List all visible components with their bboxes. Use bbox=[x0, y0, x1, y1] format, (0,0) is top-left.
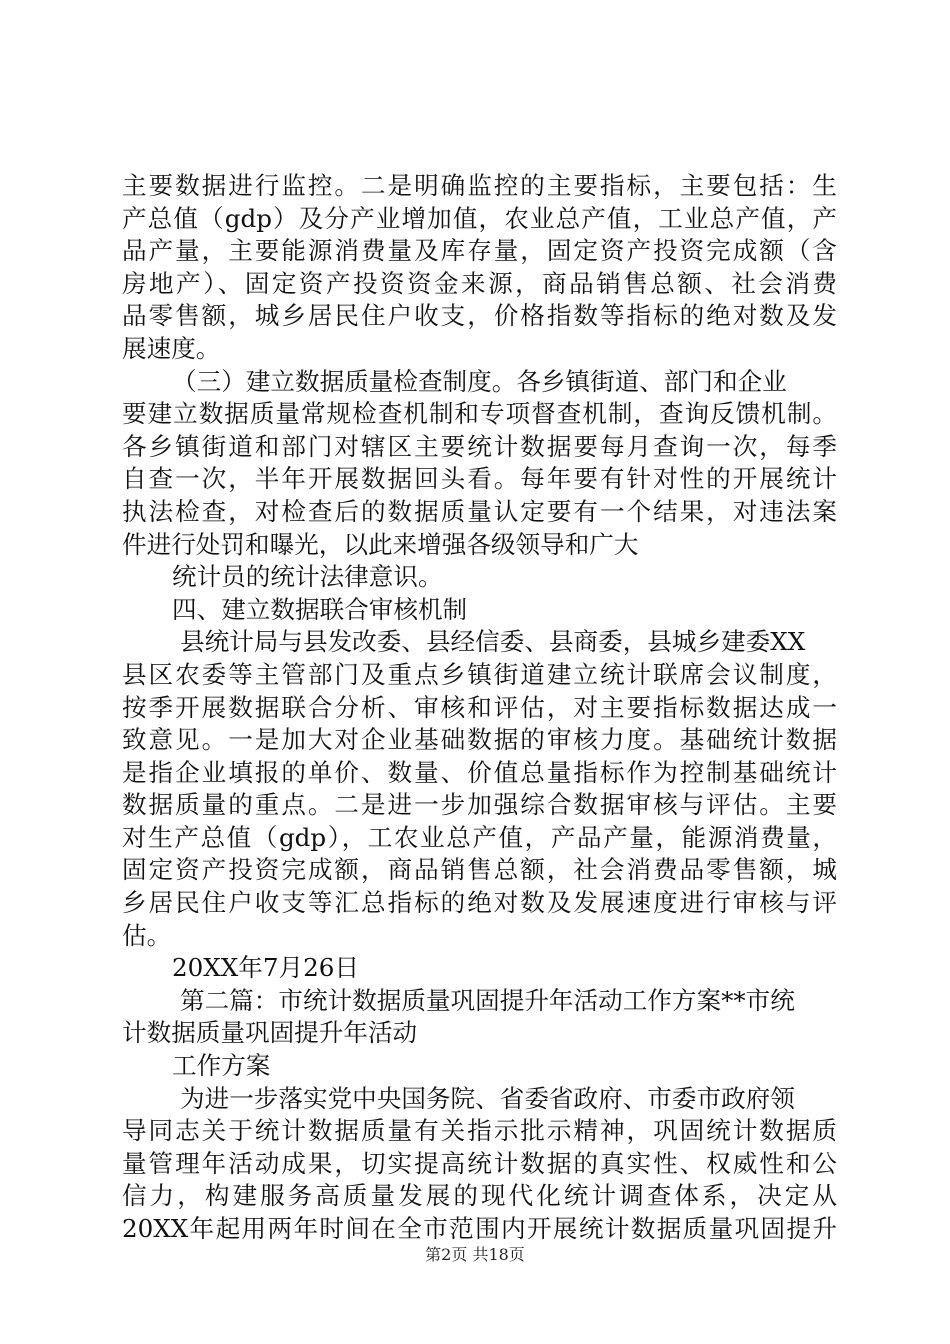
text-line: 产总值（gdp）及分产业增加值，农业总产值，工业总产值，产 bbox=[122, 203, 837, 233]
text-line: 品零售额，城乡居民住户收支，价格指数等指标的绝对数及发 bbox=[122, 301, 837, 331]
text-line: 是指企业填报的单价、数量、价值总量指标作为控制基础统计 bbox=[122, 757, 837, 787]
text-line: 要建立数据质量常规检查机制和专项督查机制，查询反馈机制。 bbox=[122, 399, 837, 429]
text-line: 自查一次，半年开展数据回头看。每年要有针对性的开展统计 bbox=[122, 464, 837, 494]
text-line: 执法检查，对检查后的数据质量认定要有一个结果，对违法案 bbox=[122, 496, 837, 526]
text-line: 数据质量的重点。二是进一步加强综合数据审核与评估。主要 bbox=[122, 790, 837, 820]
text-line: 主要数据进行监控。二是明确监控的主要指标，主要包括：生 bbox=[122, 171, 837, 200]
section-heading: 四、建立数据联合审核机制 bbox=[172, 594, 468, 624]
text-line: 致意见。一是加大对企业基础数据的审核力度。基础统计数据 bbox=[122, 725, 837, 755]
text-line: 房地产）、固定资产投资资金来源，商品销售总额、社会消费 bbox=[122, 268, 837, 298]
text-line: 对生产总值（gdp），工农业总产值，产品产量，能源消费量， bbox=[122, 822, 837, 852]
text-line: 乡居民住户收支等汇总指标的绝对数及发展速度进行审核与评 bbox=[122, 888, 837, 918]
text-line: 统计员的统计法律意识。 bbox=[172, 562, 443, 592]
document-body bbox=[122, 170, 837, 1246]
text-line: 按季开展数据联合分析、审核和评估，对主要指标数据达成一 bbox=[122, 692, 837, 722]
text-line: 县区农委等主管部门及重点乡镇街道建立统计联席会议制度， bbox=[122, 659, 837, 689]
text-line: 件进行处罚和曝光，以此来增强各级领导和广大 bbox=[122, 529, 639, 559]
article-subtitle: 工作方案 bbox=[172, 1051, 271, 1081]
document-date: 20XX年7月26日 bbox=[172, 953, 360, 983]
article-title: 计数据质量巩固提升年活动 bbox=[122, 1018, 418, 1048]
text-line: 估。 bbox=[122, 920, 172, 950]
text-line: 各乡镇街道和部门对辖区主要统计数据要每月查询一次，每季 bbox=[122, 431, 837, 461]
text-line: 20XX年起用两年时间在全市范围内开展统计数据质量巩固提升 bbox=[122, 1214, 837, 1243]
text-line: 导同志关于统计数据质量有关指示批示精神，巩固统计数据质 bbox=[122, 1116, 837, 1146]
text-line: 品产量，主要能源消费量及库存量，固定资产投资完成额（含 bbox=[122, 236, 837, 266]
text-line: （三）建立数据质量检查制度。各乡镇街道、部门和企业 bbox=[172, 366, 787, 396]
text-line: 为进一步落实党中央国务院、省委省政府、市委市政府领 bbox=[180, 1083, 795, 1113]
text-line: 县统计局与县发改委、县经信委、县商委，县城乡建委XX bbox=[180, 627, 806, 657]
text-line: 信力，构建服务高质量发展的现代化统计调查体系，决定从 bbox=[122, 1181, 837, 1211]
text-line: 展速度。 bbox=[122, 333, 221, 363]
page-number-footer: 第2页 共18页 bbox=[425, 1245, 525, 1264]
text-line: 量管理年活动成果，切实提高统计数据的真实性、权威性和公 bbox=[122, 1148, 837, 1178]
article-title: 第二篇：市统计数据质量巩固提升年活动工作方案**市统 bbox=[180, 985, 795, 1015]
text-line: 固定资产投资完成额，商品销售总额，社会消费品零售额，城 bbox=[122, 855, 837, 885]
